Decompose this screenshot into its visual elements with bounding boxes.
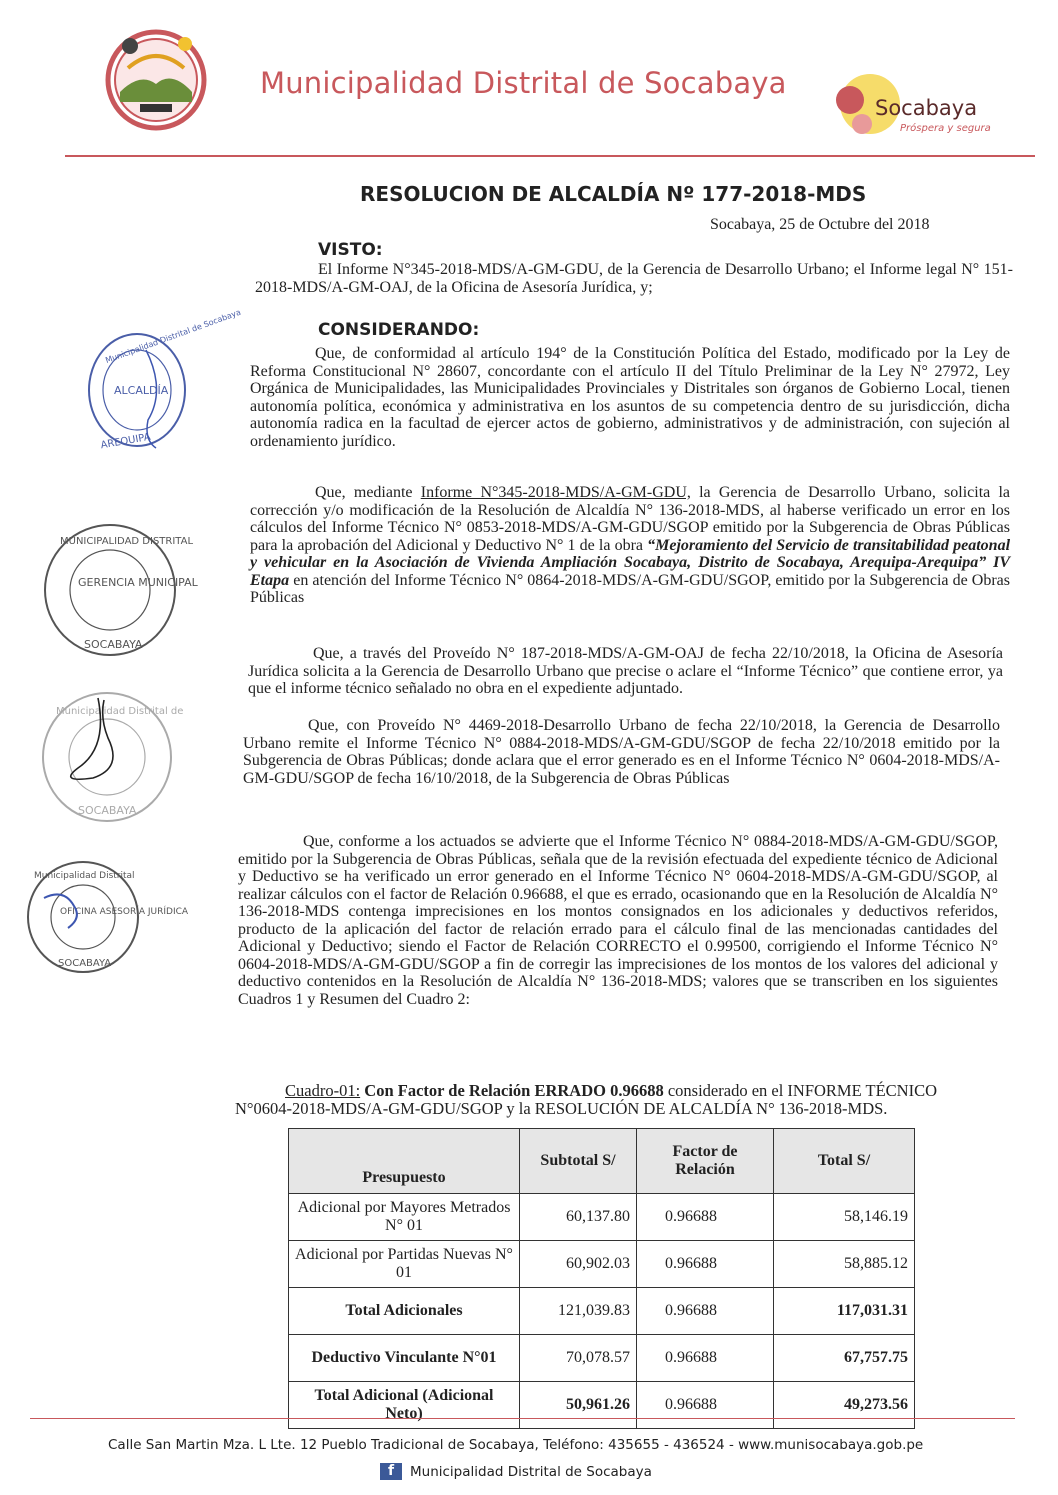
cuadro-01-table: [288, 1128, 915, 1429]
considerando-heading: CONSIDERANDO:: [318, 320, 480, 340]
cuadro-label: Cuadro-01:: [285, 1081, 361, 1100]
p2-closing: en atención del Informe Técnico N° 0864-2018-MDS/A-GM-GDU/SGOP, emitido por la Subgerencia de Obras Públicas: [250, 571, 1010, 606]
row-subtotal: 50,961.26: [520, 1382, 637, 1429]
footer-facebook-page[interactable]: Municipalidad Distrital de Socabaya: [410, 1464, 652, 1480]
row-factor: 0.96688: [637, 1241, 774, 1288]
considerando-paragraph-3: Que, a través del Proveído N° 187-2018-MDS/A-GM-OAJ de fecha 22/10/2018, la Oficina de Asesoría Jurídica solicita a la Gerencia de Desarrollo Urbano que precise o aclare el “Informe Técnico” que contiene error, ya que el informe técnico señalado no obra en el expediente adjuntado.: [248, 645, 1003, 697]
table-row: [289, 1288, 915, 1335]
stamp-juridica-bottom: SOCABAYA: [58, 958, 112, 969]
table-row: [289, 1382, 915, 1429]
row-label: Adicional por Partidas Nuevas N° 01: [289, 1241, 520, 1288]
municipality-name: Municipalidad Distrital de Socabaya: [260, 66, 787, 100]
table-row: [289, 1335, 915, 1382]
brand-name: Socabaya: [875, 96, 978, 120]
considerando-paragraph-2: [250, 484, 1010, 607]
header-presupuesto: Presupuesto: [289, 1129, 520, 1194]
considerando-paragraph-1: Que, de conformidad al artículo 194° de la Constitución Política del Estado, modificado por la Ley de Reforma Constitucional N° 28607, concordante con el artículo II del Título Preliminar de la Ley N° 27972, Ley Orgánica de Municipalidades, las Municipalidades Provinciales y Distritales son órganos de Gobierno Local, tienen autonomía política, económica y administrativa en los asuntos de su competencia dentro de su jurisdicción, dicha autonomía radica en la facultad de ejercer actos de gobierno, administrativos y de administración, con sujeción al ordenamiento jurídico.: [250, 345, 1010, 450]
brand-tagline: Próspera y segura: [900, 123, 991, 134]
stamp-socabaya-ring: Municipalidad Distrital de: [56, 706, 184, 717]
stamp-gerencia-bottom: SOCABAYA: [84, 638, 143, 651]
row-factor: 0.96688: [637, 1194, 774, 1241]
visto-text: El Informe N°345-2018-MDS/A-GM-GDU, de la Gerencia de Desarrollo Urbano; el Informe legal N° 151-2018-MDS/A-GM-OAJ, de la Oficina de Asesoría Jurídica, y;: [255, 261, 1013, 296]
stamp-gerencia-municipal: [40, 520, 198, 660]
stamp-socabaya-bottom: SOCABAYA: [78, 804, 137, 817]
row-factor: 0.96688: [637, 1335, 774, 1382]
stamp-juridica-center: OFICINA ASESORÍA JURÍDICA: [60, 907, 189, 917]
row-subtotal: 121,039.83: [520, 1288, 637, 1335]
stamp-alcaldia-center: ALCALDÍA: [114, 384, 169, 397]
row-factor: 0.96688: [637, 1382, 774, 1429]
stamp-alcaldia-ring: Municipalidad Distrital de Socabaya: [104, 307, 243, 366]
row-label: Adicional por Mayores Metrados N° 01: [289, 1194, 520, 1241]
stamp-gerencia-ring: MUNICIPALIDAD DISTRITAL: [60, 536, 194, 547]
row-total: 58,885.12: [774, 1241, 915, 1288]
row-total: 58,146.19: [774, 1194, 915, 1241]
visto-heading: VISTO:: [318, 240, 383, 260]
row-label: Total Adicional (Adicional Neto): [289, 1382, 520, 1429]
footer-divider: [30, 1418, 1015, 1419]
informe-reference: Informe N°345-2018-MDS/A-GM-GDU,: [420, 484, 691, 501]
p2-body: la Gerencia de Desarrollo Urbano, solicita la corrección y/o modificación de la Resolución de Alcaldía N° 136-2018-MDS, al haberse verificado un error en los cálculos del Informe Técnico N° 0853-2018-MDS/A-GM-GDU/SGOP emitido por la Subgerencia de Obras Públicas para la aprobación del Adicional y Deductivo N° 1 de la obra: [250, 484, 1011, 554]
considerando-paragraph-4: Que, con Proveído N° 4469-2018-Desarrollo Urbano de fecha 22/10/2018, la Gerencia de Desarrollo Urbano remite el Informe Técnico N° 0884-2018-MDS/A-GM-GDU/SGOP de fecha 22/10/2018 emitido por la Subgerencia de Obras Públicas; donde aclara que el error generado es en el Informe Técnico N° 0604-2018-MDS/A-GM-GDU/SGOP de fecha 16/10/2018, de la Subgerencia de Obras Públicas: [243, 717, 1000, 787]
cuadro-01-title: [235, 1082, 995, 1118]
footer-address: Calle San Martin Mza. L Lte. 12 Pueblo Tradicional de Socabaya, Teléfono: 435655 - 436524 - www.munisocabaya.gob.pe: [108, 1437, 924, 1453]
stamp-asesoria-juridica: [24, 858, 189, 976]
municipal-crest-logo: [100, 22, 212, 134]
stamp-juridica-ring: Municipalidad Distrital: [34, 871, 135, 881]
stamp-alcaldia: [86, 307, 243, 452]
obra-name: “Mejoramiento del Servicio de transitabilidad peatonal y vehicular en la Asociación de Vivienda Ampliación Socabaya, Distrito de Socabaya, Arequipa-Arequipa” IV Etapa: [250, 536, 1011, 589]
cuadro-title-rest: considerado en el INFORME TÉCNICO N°0604-2018-MDS/A-GM-GDU/SGOP y la RESOLUCIÓN DE ALCALDÍA N° 136-2018-MDS.: [235, 1081, 937, 1118]
considerando-paragraph-5: Que, conforme a los actuados se advierte que el Informe Técnico N° 0884-2018-MDS/A-GM-GDU/SGOP, emitido por la Subgerencia de Obras Públicas, señala que de la revisión efectuada del expediente técnico de Adicional y Deductivo se ha verificado un error generado en el Informe Técnico N° 0604-2018-MDS/A-GM-GDU/SGOP, al realizar cálculos con el factor de Relación 0.96688, el que es errado, ocasionando que en la Resolución de Alcaldía N° 136-2018-MDS contenga imprecisiones en los montos consignados en los adicionales y deductivos referidos, producto de la aplicación del factor de relación errado para el cálculo final de las mencionadas cantidades del Adicional y Deductivo; siendo el Factor de Relación CORRECTO el 0.99500, corrigiendo el Informe Técnico N° 0604-2018-MDS/A-GM-GDU/SGOP a fin de corregir las imprecisiones de los montos de los valores del adicional y deductivo contenidos en la Resolución de Alcaldía N° 136-2018-MDS; valores que se transcriben en los siguientes Cuadros 1 y Resumen del Cuadro 2:: [238, 833, 998, 1008]
p2-intro: Que, mediante: [315, 484, 413, 501]
row-subtotal: 60,137.80: [520, 1194, 637, 1241]
header-subtotal: Subtotal S/: [520, 1129, 637, 1194]
stamp-alcaldia-bottom: AREQUIPA: [99, 431, 152, 452]
table-row: [289, 1241, 915, 1288]
row-factor: 0.96688: [637, 1288, 774, 1335]
resolution-title: RESOLUCION DE ALCALDÍA Nº 177-2018-MDS: [360, 182, 867, 206]
header-total: Total S/: [774, 1129, 915, 1194]
stamp-socabaya: [38, 688, 184, 826]
row-subtotal: 70,078.57: [520, 1335, 637, 1382]
row-total: 67,757.75: [774, 1335, 915, 1382]
row-total: 117,031.31: [774, 1288, 915, 1335]
header-divider: [65, 155, 1035, 157]
resolution-date: Socabaya, 25 de Octubre del 2018: [710, 216, 930, 233]
header-factor: Factor de Relación: [637, 1129, 774, 1194]
facebook-icon: f: [380, 1463, 402, 1480]
row-label: Total Adicionales: [289, 1288, 520, 1335]
table-row: [289, 1194, 915, 1241]
row-subtotal: 60,902.03: [520, 1241, 637, 1288]
row-label: Deductivo Vinculante N°01: [289, 1335, 520, 1382]
stamp-gerencia-center: GERENCIA MUNICIPAL: [78, 576, 198, 589]
row-total: 49,273.56: [774, 1382, 915, 1429]
cuadro-title-bold: Con Factor de Relación ERRADO 0.96688: [364, 1081, 664, 1100]
